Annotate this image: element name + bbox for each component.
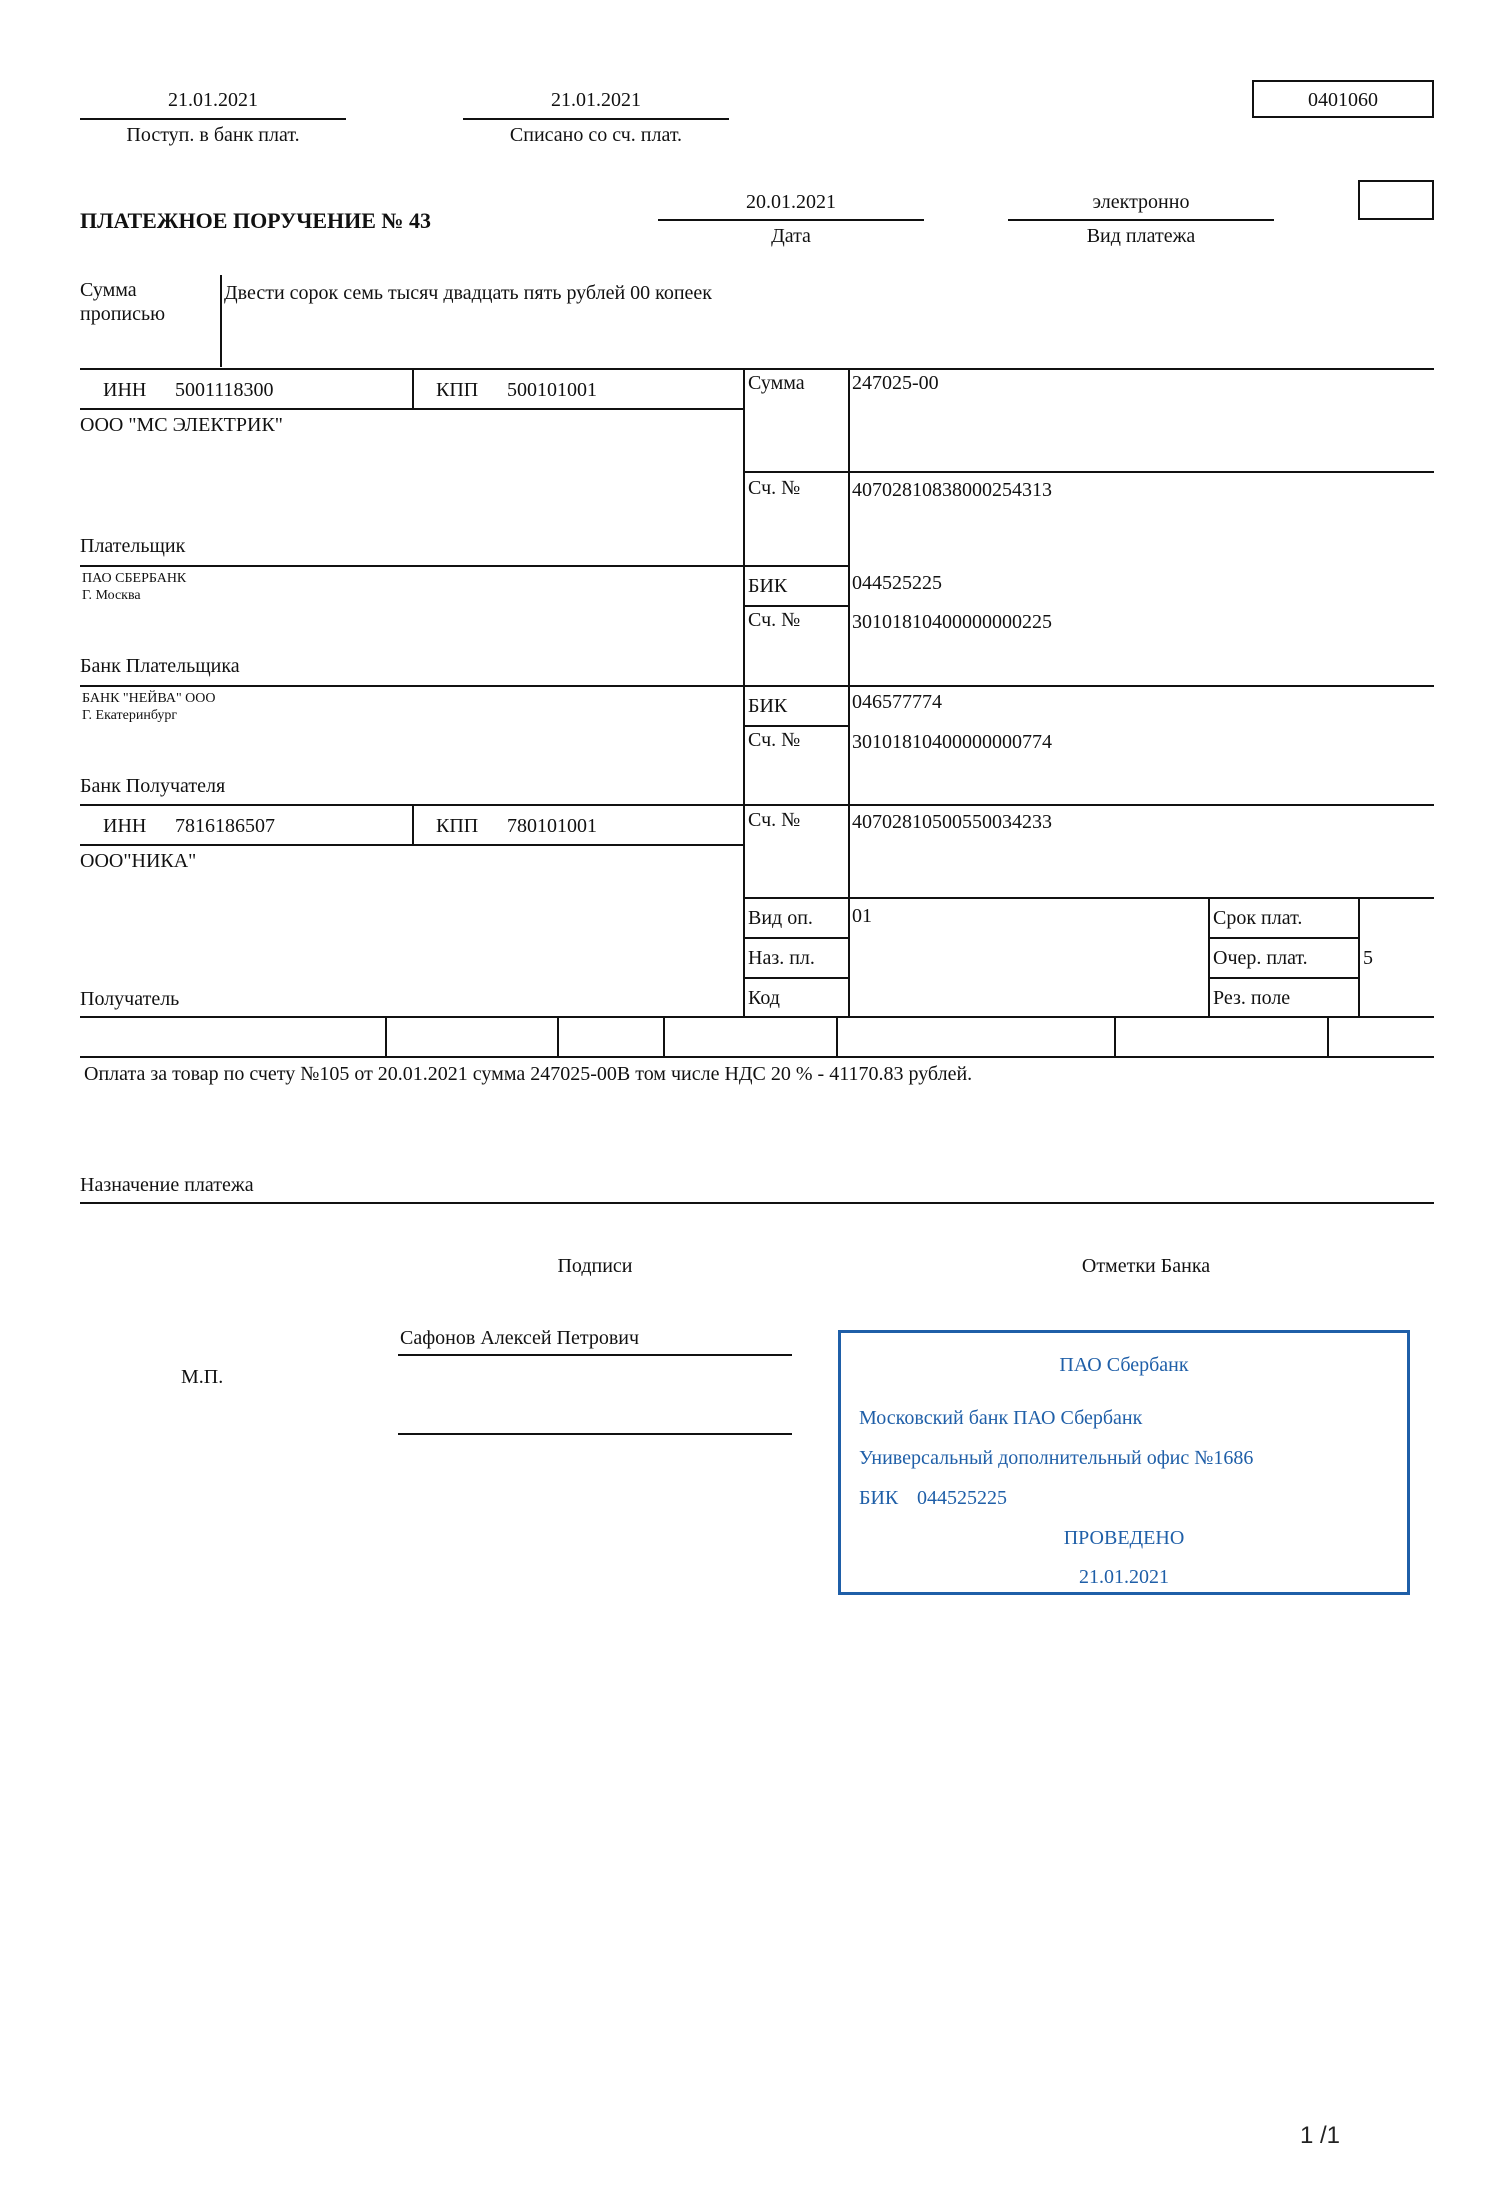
- divider: [848, 368, 850, 1016]
- divider: [836, 1016, 838, 1056]
- divider: [80, 1016, 1434, 1018]
- divider: [658, 219, 924, 221]
- divider: [743, 977, 848, 979]
- payer-bank-city: Г. Москва: [82, 588, 141, 603]
- payer-bank-bik-label: БИК: [748, 575, 788, 597]
- stamp-date: 21.01.2021: [1079, 1566, 1169, 1588]
- priority: 5: [1363, 947, 1373, 969]
- payer-account-label: Сч. №: [748, 477, 801, 499]
- debited-date: 21.01.2021: [551, 89, 641, 111]
- divider: [80, 1202, 1434, 1204]
- payee-bank-bik-label: БИК: [748, 695, 788, 717]
- divider: [1208, 897, 1210, 1016]
- payer-inn: 5001118300: [175, 379, 274, 401]
- payer-sum-label: Сумма: [748, 372, 805, 394]
- bank-marks-label: Отметки Банка: [1081, 1255, 1211, 1277]
- payment-type: электронно: [1092, 191, 1190, 213]
- signature-line-1: [398, 1354, 792, 1356]
- reserve-label: Рез. поле: [1213, 987, 1291, 1009]
- payer-account: 40702810838000254313: [852, 479, 1052, 501]
- divider: [80, 408, 743, 410]
- payer-bank-label: Банк Плательщика: [80, 655, 240, 677]
- payee-bank-city: Г. Екатеринбург: [82, 708, 178, 723]
- signer-name: Сафонов Алексей Петрович: [400, 1327, 640, 1349]
- divider: [220, 275, 222, 367]
- divider: [743, 725, 848, 727]
- payee-bank-bik: 046577774: [852, 691, 942, 713]
- divider: [1358, 897, 1360, 1016]
- payer-inn-label: ИНН: [103, 379, 147, 401]
- payee-bank-label: Банк Получателя: [80, 775, 226, 797]
- payer-kpp: 500101001: [507, 379, 597, 401]
- stamp-bik-label: БИК: [859, 1487, 899, 1509]
- divider: [463, 118, 729, 120]
- document-date: 20.01.2021: [746, 191, 836, 213]
- divider: [743, 897, 1434, 899]
- stamp-status: ПРОВЕДЕНО: [1063, 1527, 1185, 1549]
- form-code: 0401060: [1308, 89, 1378, 111]
- stamp-bank-name: ПАО Сбербанк: [1059, 1354, 1189, 1376]
- payee-name: ООО"НИКА": [80, 850, 197, 872]
- divider: [743, 368, 745, 1016]
- divider: [1327, 1016, 1329, 1056]
- payee-account: 40702810500550034233: [852, 811, 1052, 833]
- document-date-label: Дата: [771, 225, 811, 247]
- signatures-label: Подписи: [557, 1255, 633, 1277]
- empty-code-box: [1358, 180, 1434, 220]
- priority-label: Очер. плат.: [1213, 947, 1308, 969]
- purpose-code-label: Наз. пл.: [748, 947, 815, 969]
- payee-kpp: 780101001: [507, 815, 597, 837]
- payer-bank-name: ПАО СБЕРБАНК: [82, 571, 187, 586]
- divider: [743, 471, 1434, 473]
- page-number: 1 /1: [1300, 2122, 1341, 2149]
- divider: [385, 1016, 387, 1056]
- op-type-label: Вид оп.: [748, 907, 813, 929]
- payee-inn: 7816186507: [175, 815, 275, 837]
- received-label: Поступ. в банк плат.: [126, 124, 300, 146]
- payee-account-label: Сч. №: [748, 809, 801, 831]
- divider: [663, 1016, 665, 1056]
- payer-sum: 247025-00: [852, 372, 939, 394]
- divider: [80, 368, 1434, 370]
- payment-purpose-label: Назначение платежа: [80, 1174, 254, 1196]
- payee-kpp-label: КПП: [436, 815, 479, 837]
- stamp-bik: 044525225: [917, 1487, 1007, 1509]
- payee-inn-label: ИНН: [103, 815, 147, 837]
- payee-label: Получатель: [80, 988, 180, 1010]
- code-label: Код: [748, 987, 780, 1009]
- payer-name: ООО "МС ЭЛЕКТРИК": [80, 414, 283, 436]
- payee-bank-name: БАНК "НЕЙВА" ООО: [82, 691, 216, 706]
- payment-type-label: Вид платежа: [1086, 225, 1196, 247]
- payee-bank-account: 30101810400000000774: [852, 731, 1052, 753]
- debited-label: Списано со сч. плат.: [509, 124, 683, 146]
- divider: [80, 804, 1434, 806]
- payment-purpose-text: Оплата за товар по счету №105 от 20.01.2021 сумма 247025-00В том числе НДС 20 % - 41170.83 рублей.: [84, 1063, 973, 1085]
- stamp-place-label: М.П.: [181, 1366, 224, 1388]
- divider: [743, 605, 848, 607]
- payer-bank-account: 30101810400000000225: [852, 611, 1052, 633]
- payer-bank-bik: 044525225: [852, 572, 942, 594]
- divider: [80, 565, 848, 567]
- stamp-branch: Московский банк ПАО Сбербанк: [859, 1407, 1143, 1429]
- divider: [1114, 1016, 1116, 1056]
- payee-bank-account-label: Сч. №: [748, 729, 801, 751]
- op-type: 01: [852, 905, 872, 927]
- divider: [1208, 977, 1358, 979]
- amount-words-label-1: Сумма: [80, 279, 137, 301]
- divider: [80, 685, 1434, 687]
- divider: [1208, 937, 1358, 939]
- document-title: ПЛАТЕЖНОЕ ПОРУЧЕНИЕ № 43: [80, 208, 432, 233]
- received-date: 21.01.2021: [168, 89, 258, 111]
- divider: [557, 1016, 559, 1056]
- divider: [743, 937, 848, 939]
- signature-line-2: [398, 1433, 792, 1435]
- payer-label: Плательщик: [80, 535, 186, 557]
- divider: [412, 368, 414, 408]
- divider: [80, 118, 346, 120]
- payer-kpp-label: КПП: [436, 379, 479, 401]
- amount-words-value: Двести сорок семь тысяч двадцать пять рублей 00 копеек: [224, 282, 713, 304]
- bank-stamp: [838, 1330, 1410, 1595]
- payer-bank-account-label: Сч. №: [748, 609, 801, 631]
- amount-words-label-2: прописью: [80, 303, 166, 325]
- divider: [1008, 219, 1274, 221]
- form-code-box: [1252, 80, 1434, 118]
- term-label: Срок плат.: [1213, 907, 1303, 929]
- divider: [80, 1056, 1434, 1058]
- divider: [412, 804, 414, 844]
- stamp-office: Универсальный дополнительный офис №1686: [859, 1447, 1254, 1469]
- divider: [80, 844, 743, 846]
